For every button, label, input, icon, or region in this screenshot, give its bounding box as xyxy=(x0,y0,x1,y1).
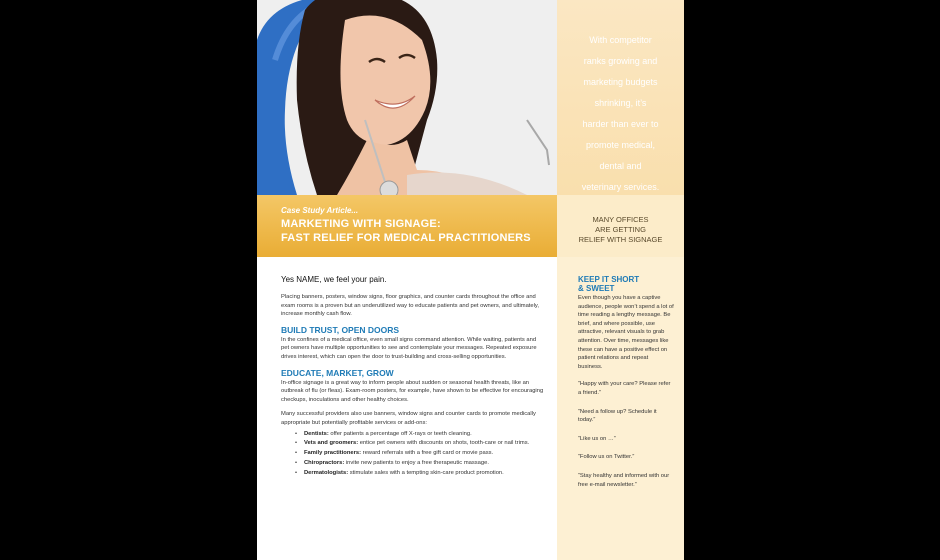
section-heading: BUILD TRUST, OPEN DOORS xyxy=(281,324,400,335)
list-item xyxy=(295,469,545,477)
article-kicker: Case Study Article... xyxy=(281,206,359,215)
list-item xyxy=(295,459,545,467)
list-item-label: Vets and groomers: xyxy=(304,440,359,447)
sample-message: “Follow us on Twitter.” xyxy=(578,454,635,461)
list-item xyxy=(295,439,545,447)
sidebar-quote xyxy=(569,30,672,198)
intro-paragraph: Placing banners, posters, window signs, floor graphics, and counter cards throughout the office and exam rooms is a proven but an underutilized way to educate patients and pet owners, and ultimately, increase monthly cash flow. xyxy=(281,294,540,318)
main-column xyxy=(257,257,557,560)
flyer-page xyxy=(257,0,684,560)
sidebar-banner-line: RELIEF WITH SIGNAGE xyxy=(578,235,663,244)
sample-message: “Stay healthy and informed with our free e-mail newsletter.” xyxy=(578,472,670,488)
article-title xyxy=(281,217,557,245)
sidebar-banner-text xyxy=(557,215,684,245)
sample-message: “Happy with your care? Please refer a friend.” xyxy=(578,381,671,396)
section-paragraph: In-office signage is a great way to inform people about sudden or seasonal health threats, like an outbreak of flu (or fleas). Exam-room posters, for example, have shown to be effective for encouraging checkups, inoculations and other healthy choices. xyxy=(281,379,544,403)
sidebar-quote-line: shrinking, it’s xyxy=(594,98,647,108)
services-list xyxy=(295,430,545,478)
list-item-label: Chiropractors: xyxy=(304,460,345,467)
sidebar-quote-line: harder than ever to xyxy=(582,119,659,129)
list-item-text: offer patients a percentage off X-rays or teeth cleaning. xyxy=(328,430,472,437)
sample-message: “Like us on …” xyxy=(578,435,616,442)
sidebar-quote-line: ranks growing and xyxy=(583,56,658,66)
list-item-label: Dentists: xyxy=(304,430,329,437)
list-item xyxy=(295,449,545,457)
side-column xyxy=(557,257,684,560)
sample-message: “Need a follow up? Schedule it today.” xyxy=(578,408,657,424)
greeting: Yes NAME, we feel your pain. xyxy=(281,275,387,284)
sidebar-quote-line: marketing budgets xyxy=(583,77,658,87)
list-item-text: stimulate sales with a tempting skin-care product promotion. xyxy=(348,470,504,477)
section-heading: EDUCATE, MARKET, GROW xyxy=(281,367,394,378)
side-heading-line: KEEP IT SHORT xyxy=(578,275,640,284)
article-title-line: FAST RELIEF FOR MEDICAL PRACTITIONERS xyxy=(281,232,531,244)
side-heading xyxy=(578,275,674,293)
sidebar-banner xyxy=(557,195,684,257)
list-item-text: entice pet owners with discounts on shots, tooth-care or nail trims. xyxy=(358,440,530,447)
side-heading-line: & SWEET xyxy=(578,284,615,293)
hero-photo xyxy=(257,0,557,195)
sidebar-banner-line: ARE GETTING xyxy=(595,225,646,234)
title-banner xyxy=(257,195,557,257)
sidebar-banner-line: MANY OFFICES xyxy=(592,215,649,224)
sidebar-quote-line: With competitor xyxy=(589,35,652,45)
sidebar-quote-line: veterinary services. xyxy=(581,182,660,192)
list-item-text: reward referrals with a free gift card or movie pass. xyxy=(361,450,494,457)
section-paragraph: In the confines of a medical office, even small signs command attention. While waiting, patients and pet owners have multiple opportunities to see and contemplate your messages. Repeated exposure drives interest, which can open the door to trust-building and cross-selling opportunities. xyxy=(281,336,537,360)
article-title-line: MARKETING WITH SIGNAGE: xyxy=(281,218,441,230)
sidebar-quote-line: dental and xyxy=(599,161,642,171)
list-item-label: Family practitioners: xyxy=(304,450,362,457)
side-paragraph: Even though you have a captive audience, people won’t spend a lot of time reading a lengthy message. Be brief, and where possible, use attractive, relevant visuals to grab attention. Over time, messages like these can have a positive effect on patient relations and repeat business. xyxy=(578,295,674,370)
list-item xyxy=(295,430,545,438)
sidebar-quote-line: promote medical, xyxy=(585,140,656,150)
list-item-label: Dermatologists: xyxy=(304,470,349,477)
section-paragraph: Many successful providers also use banners, window signs and counter cards to promote medically appropriate but potentially profitable services or add-ons: xyxy=(281,411,536,426)
list-item-text: invite new patients to enjoy a free therapeutic massage. xyxy=(344,460,489,467)
sidebar-quote-panel xyxy=(557,0,684,195)
